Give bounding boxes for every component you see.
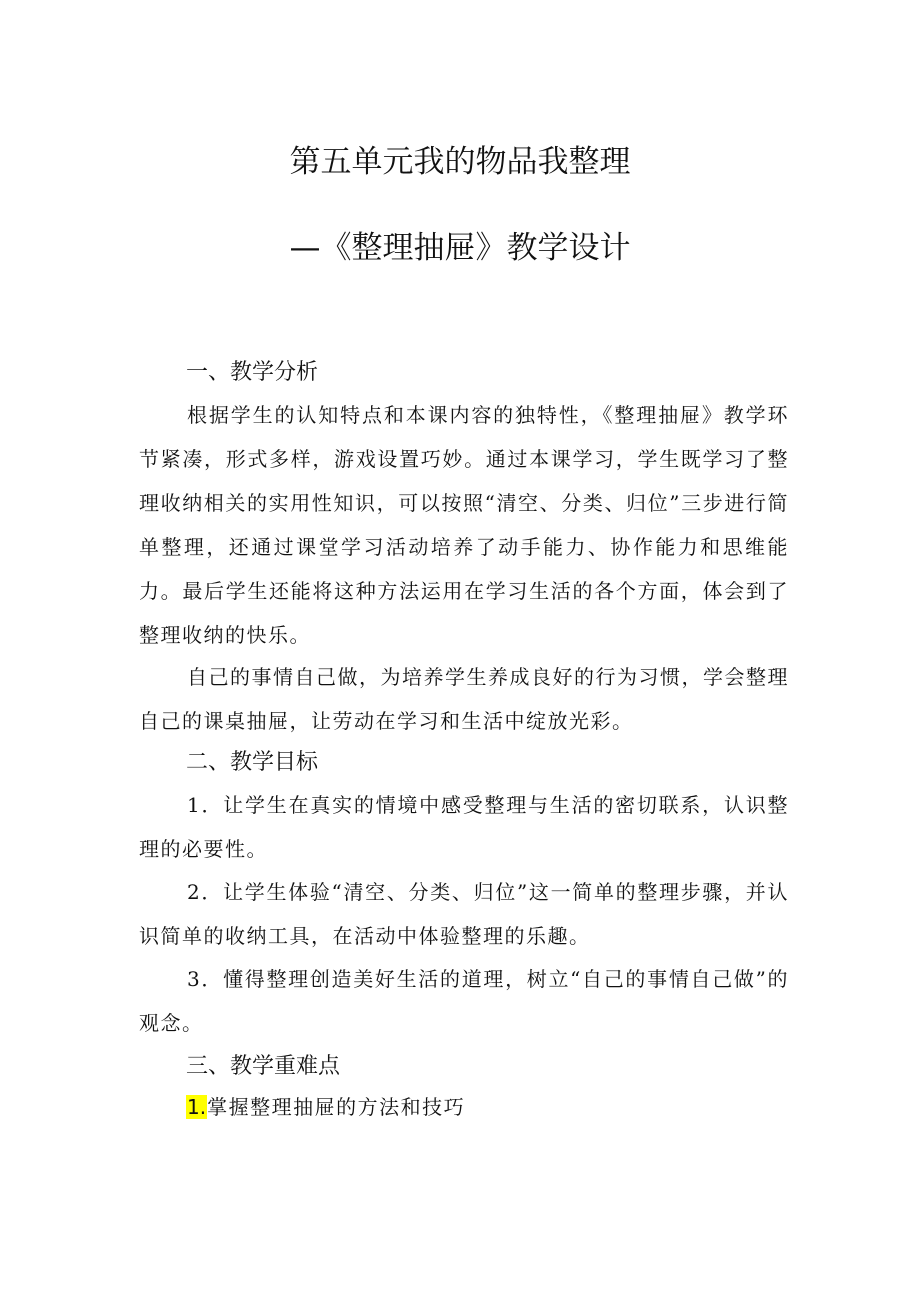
objective-item-3: 3．懂得整理创造美好生活的道理，树立“自己的事情自己做”的观念。 [139, 967, 789, 1035]
document-subtitle: —《整理抽屉》教学设计 [289, 230, 631, 266]
section-heading-analysis: 一、教学分析 [186, 360, 319, 385]
key-point-item-1 [186, 1085, 465, 1129]
objective-item-1: 1．让学生在真实的情境中感受整理与生活的密切联系，认识整理的必要性。 [139, 793, 789, 861]
analysis-paragraph-2: 自己的事情自己做，为培养学生养成良好的行为习惯，学会整理自己的课桌抽屉，让劳动在学习和生活中绽放光彩。 [139, 665, 789, 733]
section-heading-key-points: 三、教学重难点 [186, 1054, 341, 1079]
analysis-paragraph-1: 根据学生的认知特点和本课内容的独特性，《整理抽屉》教学环节紧凑，形式多样，游戏设置巧妙。通过本课学习，学生既学习了整理收纳相关的实用性知识，可以按照“清空、分类、归位”三步进行简单整理，还通过课堂学习活动培养了动手能力、协作能力和思维能力。最后学生还能将这种方法运用在学习生活的各个方面，体会到了整理收纳的快乐。 [139, 403, 789, 647]
highlighted-number: 1. [187, 1095, 207, 1119]
key-point-text: 掌握整理抽屉的方法和技巧 [207, 1095, 466, 1119]
document-title: 第五单元我的物品我整理 [289, 144, 631, 180]
objective-item-2: 2．让学生体验“清空、分类、归位”这一简单的整理步骤，并认识简单的收纳工具，在活动中体验整理的乐趣。 [139, 880, 789, 948]
section-heading-objectives: 二、教学目标 [186, 750, 319, 775]
